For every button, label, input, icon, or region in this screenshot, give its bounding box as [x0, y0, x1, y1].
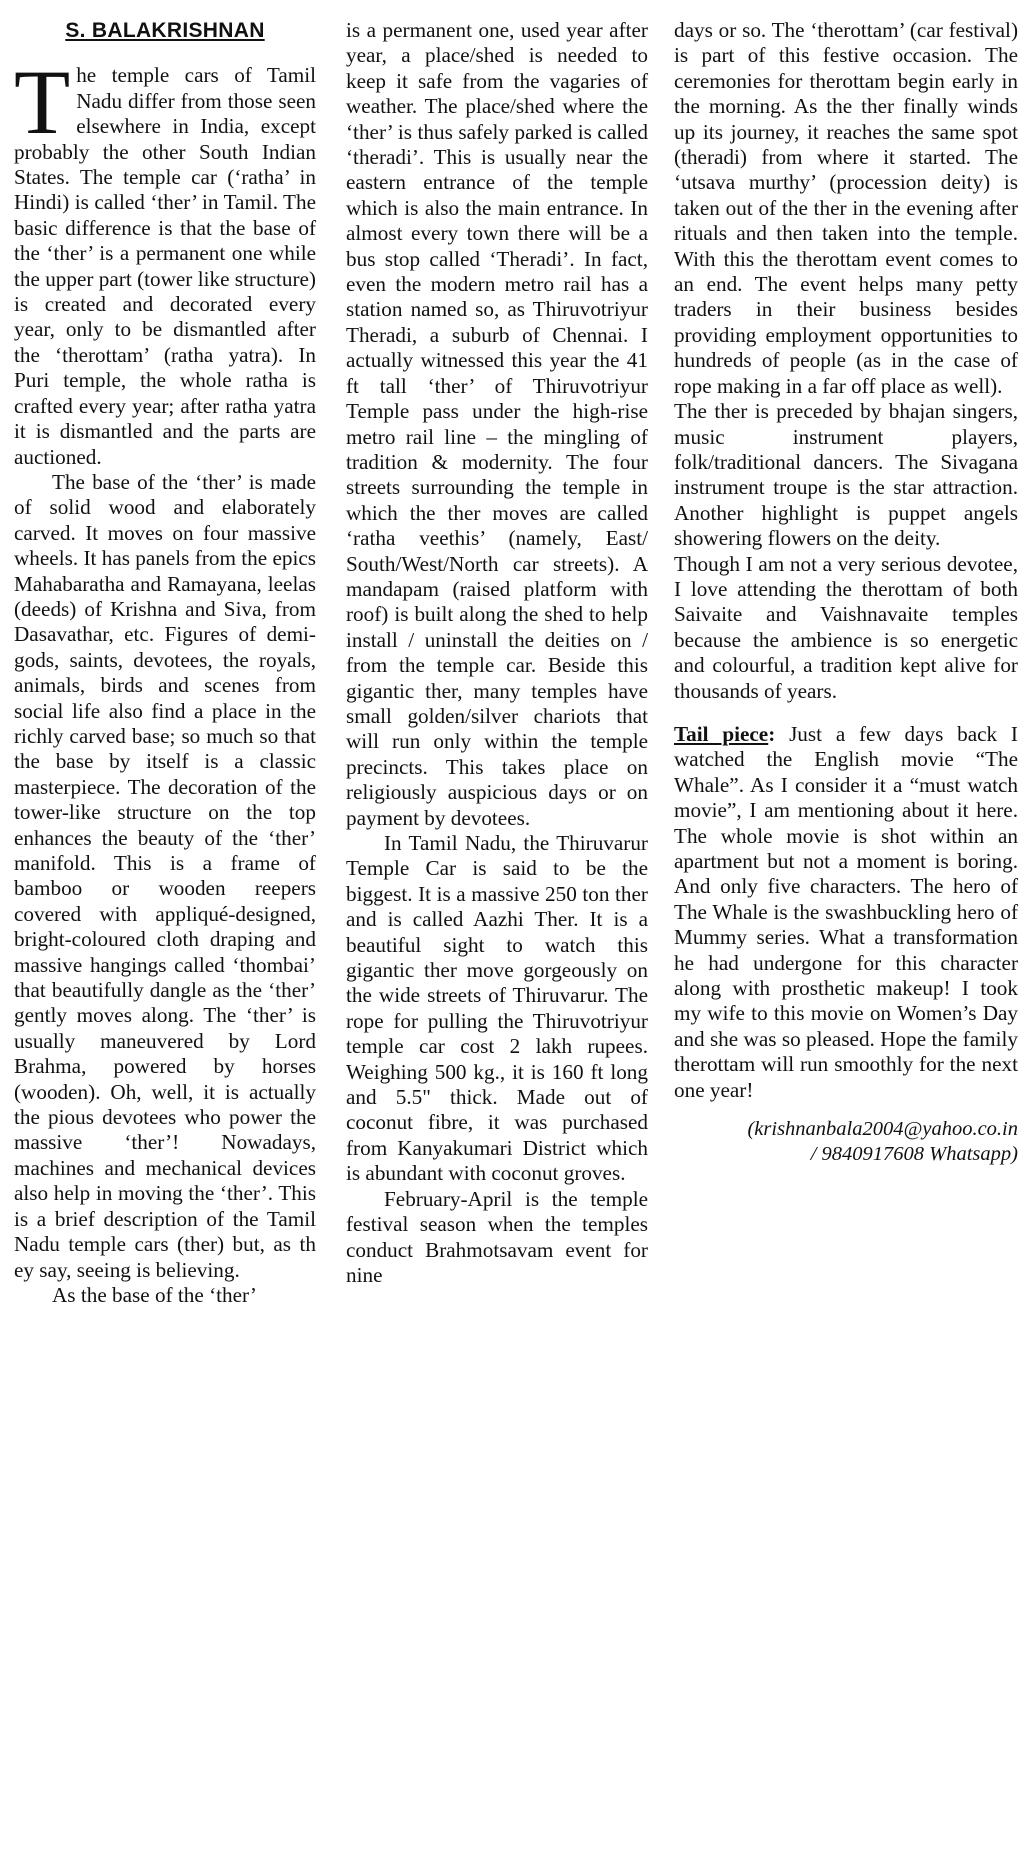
paragraph-devotee: Though I am not a very serious devotee, I love attending the therottam of both Saivaite and Vaishnavaite temples because the ambience is so energetic and colourful, a tradition kept alive for thousands of years. [674, 551, 1018, 703]
paragraph-festival-season: February-April is the temple festival season when the temples conduct Brahmotsavam event for nine [346, 1186, 648, 1287]
paragraph-thiruvarur: In Tamil Nadu, the Thiruvarur Temple Car is said to be the biggest. It is a massive 250 ton ther and is called Aazhi Ther. It is a beautiful sight to watch this gigantic ther move gorgeously on the wide streets of Thiruvarur. The rope for pulling the Thiruvotriyur temple car cost 2 lakh rupees. Weighing 500 kg., it is 160 ft long and 5.5" thick. Made out of coconut fibre, it was purchased from Kanyakumari District which is abundant with coconut groves. [346, 831, 648, 1186]
column-3 [674, 18, 1018, 1167]
tail-piece-label: Tail piece [674, 721, 769, 746]
tail-piece-colon: : [768, 721, 776, 746]
paragraph-procession: The ther is preceded by bhajan singers, music instrument players, folk/traditional dancers. The Sivagana instrument troupe is the star attraction. Another highlight is puppet angels showering flowers on the deity. [674, 399, 1018, 551]
column-2 [346, 18, 648, 1288]
paragraph-intro [14, 51, 316, 470]
paragraph-therottam: days or so. The ‘therottam’ (car festival) is part of this festive occasion. The ceremonies for therottam begin early in the morning. As the ther finally winds up its journey, it reaches the same spot (theradi) from where it started. The ‘utsava murthy’ (procession deity) is taken out of the ther in the evening after rituals and then taken into the temple. With this the therottam event comes to an end. The event helps many petty traders in their business besides providing employment opportunities to hundreds of people (as in the case of rope making in a far off place as well). [674, 18, 1018, 398]
author-byline: S. BALAKRISHNAN [65, 19, 265, 42]
paragraph-tail-piece [674, 722, 1018, 1103]
tail-piece-text: Just a few days back I watched the English movie “The Whale”. As I consider it a “must watch movie”, I am mentioning about it here. The whole movie is shot within an apartment but not a moment is boring. And only five characters. The hero of The Whale is the swashbuckling hero of Mummy series. What a transformation he had undergone for this character along with prosthetic makeup! I took my wife to this movie on Women’s Day and she was so pleased. Hope the family therottam will run smoothly for the next one year! [674, 721, 1018, 1102]
author-contact [674, 1117, 1018, 1167]
paragraph-intro-text: he temple cars of Tamil Nadu differ from those seen elsewhere in India, except probably the other South Indian States. The temple car (‘ratha’ in Hindi) is called ‘ther’ in Tamil. The basic difference is that the base of the ‘ther’ is a permanent one while the upper part (tower like structure) is created and decorated every year, only to be dismantled after the ‘therottam’ (ratha yatra). In Puri temple, the whole ratha is crafted every year; after ratha yatra it is dismantled and the parts are auctioned. [14, 63, 316, 469]
column-1 [14, 18, 316, 1308]
contact-email: (krishnanbala2004@yahoo.co.in [747, 1118, 1018, 1141]
paragraph-theradi: is a permanent one, used year after year, a place/shed is needed to keep it safe from the vagaries of weather. The place/shed where the ‘ther’ is thus safely parked is called ‘theradi’. This is usually near the eastern entrance of the temple which is also the main entrance. In almost every town there will be a bus stop called ‘Theradi’. In fact, even the modern metro rail has a station named so, as Thiruvotriyur Theradi, a suburb of Chennai. I actually witnessed this year the 41 ft tall ‘ther’ of Thiruvotriyur Temple pass under the high-rise metro rail line – the mingling of tradition & modernity. The four streets surrounding the temple in which the ther moves are called ‘ratha veethis’ (namely, East/ South/West/North car streets). A mandapam (raised platform with roof) is built along the shed to help install / uninstall the deities on / from the temple car. Beside this gigantic ther, many temples have small golden/silver chariots that will run only within the temple precincts. This takes place on religiously auspicious days or on payment by devotees. [346, 18, 648, 830]
paragraph-base-continued: As the base of the ‘ther’ [52, 1282, 257, 1307]
drop-cap: T [14, 51, 71, 154]
paragraph-base-description: The base of the ‘ther’ is made of solid wood and elaborately carved. It moves on four massive wheels. It has panels from the epics Mahabaratha and Ramayana, leelas (deeds) of Krishna and Siva, from Dasavathar, etc. Figures of demi-gods, saints, devotees, the royals, animals, birds and scenes from social life also find a place in the richly carved base; so much so that the base by itself is a classic masterpiece. The decoration of the tower-like structure on the top enhances the beauty of the ‘ther’ manifold. This is a frame of bamboo or wooden reepers covered with appliqué-designed, bright-coloured cloth draping and massive hangings called ‘thombai’ that beautifully dangle as the ‘ther’ gently moves along. The ‘ther’ is usually maneuvered by Lord Brahma, powered by horses (wooden). Oh, well, it is actually the pious devotees who power the massive ‘ther’! Nowadays, machines and mechanical devices also help in moving the ‘ther’. This is a brief description of the Tamil Nadu temple cars (ther) but, as th ey say, seeing is believing. [14, 469, 316, 1282]
contact-phone: / 9840917608 Whatsapp) [810, 1143, 1018, 1166]
